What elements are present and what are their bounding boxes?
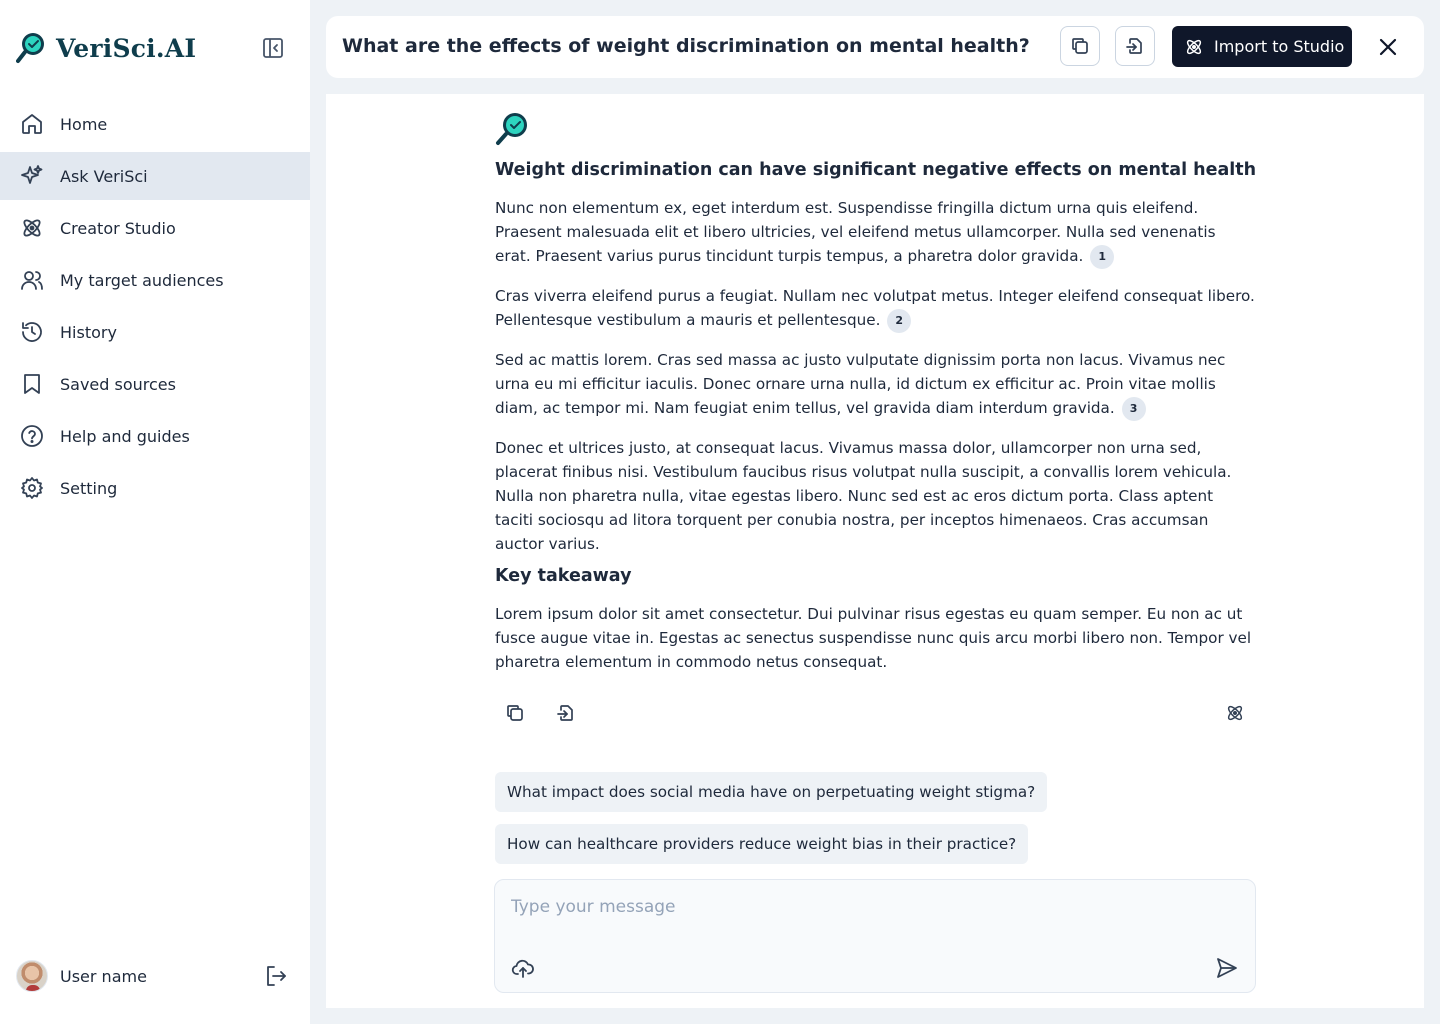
brand-name: VeriSci.AI [56,33,197,63]
brand[interactable] [16,30,196,66]
logout-button[interactable] [264,964,288,988]
send-button[interactable] [1213,954,1241,982]
home-icon [20,112,44,136]
copy-button[interactable] [1060,26,1100,66]
sidebar-item-ask-verisci[interactable] [0,152,310,200]
magnifier-logo-icon [16,31,46,65]
paragraph-text: Sed ac mattis lorem. Cras sed massa ac justo vulputate dignissim porta non lacus. Vivamus nec urna eu mi efficitur iaculis. Donec ornare urna nulla, id dictum ex efficitur ac. Proin vitae mollis diam, ac tempor mi. Nam feugiat enim tellus, vel gravida diam interdum gravida. [495,351,1226,417]
verisci-magnifier-icon [495,110,531,146]
citation-badge[interactable]: 2 [887,309,911,333]
sidebar-item-label: My target audiences [60,270,224,290]
sidebar-item-creator-studio[interactable] [0,204,310,252]
sidebar-item-label: Home [60,114,108,134]
import-to-studio-button[interactable] [1172,26,1352,67]
suggested-question[interactable]: How can healthcare providers reduce weight bias in their practice? [495,824,1028,864]
sidebar-item-home[interactable] [0,100,310,148]
close-button[interactable] [1376,35,1400,59]
close-icon [1379,38,1397,56]
upload-button[interactable] [509,954,537,982]
sidebar-item-history[interactable] [0,308,310,356]
file-export-icon [556,703,576,723]
paragraph-text: Donec et ultrices justo, at consequat lacus. Vivamus massa dolor, ullamcorper non urna sed, placerat finibus nisi. Vestibulum faucibus risus volutpat nulla suscipit, a convallis lorem vehicula. Nulla non pharetra nulla, vitae egestas libero. Nunc sed est ac eros dictum porta. Class aptent taciti sociosqu ad litora torquent per conubia nostra, per inceptos himenaeos. Cras accumsan auctor varius. [495,439,1232,553]
key-takeaway-text: Lorem ipsum dolor sit amet consectetur. Dui pulvinar risus egestas eu quam semper. Eu non ac ut fusce augue vitae in. Egestas ac senectus suspendisse nunc quis arcu morbi libero non. Tempor vel pharetra elementum in commodo netus consequat. [495,605,1252,671]
sidebar-item-label: Ask VeriSci [60,166,148,186]
export-button[interactable] [1115,26,1155,66]
send-to-studio-button[interactable] [1219,697,1251,729]
bookmark-icon [20,372,44,396]
send-icon [1215,956,1239,980]
suggested-question[interactable]: What impact does social media have on perpetuating weight stigma? [495,772,1047,812]
copy-answer-button[interactable] [499,697,531,729]
atom-icon [1225,703,1245,723]
atom-icon [20,216,44,240]
users-icon [20,268,44,292]
key-takeaway-heading: Key takeaway [495,566,632,586]
panel-collapse-icon [262,37,284,59]
avatar[interactable] [16,960,48,992]
sidebar [0,0,310,1024]
sidebar-item-label: History [60,322,117,342]
history-icon [20,320,44,344]
user-name: User name [60,966,147,986]
paragraph-text: Nunc non elementum ex, eget interdum est. Suspendisse fringilla dictum urna quis eleifend. Praesent malesuada elit et libero ultricies, vel eleifend metus ullamcorper. Nulla sed venenatis erat. Praesent varius purus tincidunt turpis tempus, a pharetra dolor gravida. [495,199,1216,265]
copy-icon [505,703,525,723]
sidebar-item-setting[interactable] [0,464,310,512]
message-composer [494,879,1256,993]
page-title: What are the effects of weight discrimination on mental health? [342,35,1030,57]
citation-badge[interactable]: 3 [1122,397,1146,421]
citation-badge[interactable]: 1 [1090,245,1114,269]
sidebar-item-target-audiences[interactable] [0,256,310,304]
file-export-icon [1125,36,1145,56]
copy-icon [1070,36,1090,56]
cloud-upload-icon [511,956,535,980]
sidebar-item-label: Creator Studio [60,218,176,238]
answer-title: Weight discrimination can have significant negative effects on mental health [495,160,1257,180]
gear-icon [20,476,44,500]
paragraph-text: Cras viverra eleifend purus a feugiat. Nullam nec volutpat metus. Integer eleifend consequat libero. Pellentesque vestibulum a mauris et pellentesque. [495,287,1255,329]
sidebar-item-label: Setting [60,478,118,498]
user-profile[interactable] [16,958,294,994]
answer-paragraph [495,436,1255,556]
collapse-sidebar-button[interactable] [260,36,286,60]
import-to-studio-label: Import to Studio [1214,37,1345,56]
answer-paragraph [495,348,1255,421]
message-input[interactable] [511,894,1211,920]
logout-icon [264,964,288,988]
help-circle-icon [20,424,44,448]
answer-paragraph [495,284,1255,333]
sidebar-item-help[interactable] [0,412,310,460]
atom-icon [1184,37,1204,57]
export-answer-button[interactable] [550,697,582,729]
sidebar-item-label: Help and guides [60,426,190,446]
answer-paragraph [495,196,1255,269]
sidebar-item-saved-sources[interactable] [0,360,310,408]
conversation-header [326,16,1424,78]
sidebar-item-label: Saved sources [60,374,176,394]
sidebar-nav [0,100,310,516]
sparkles-icon [20,164,44,188]
answer-panel [326,94,1424,1008]
